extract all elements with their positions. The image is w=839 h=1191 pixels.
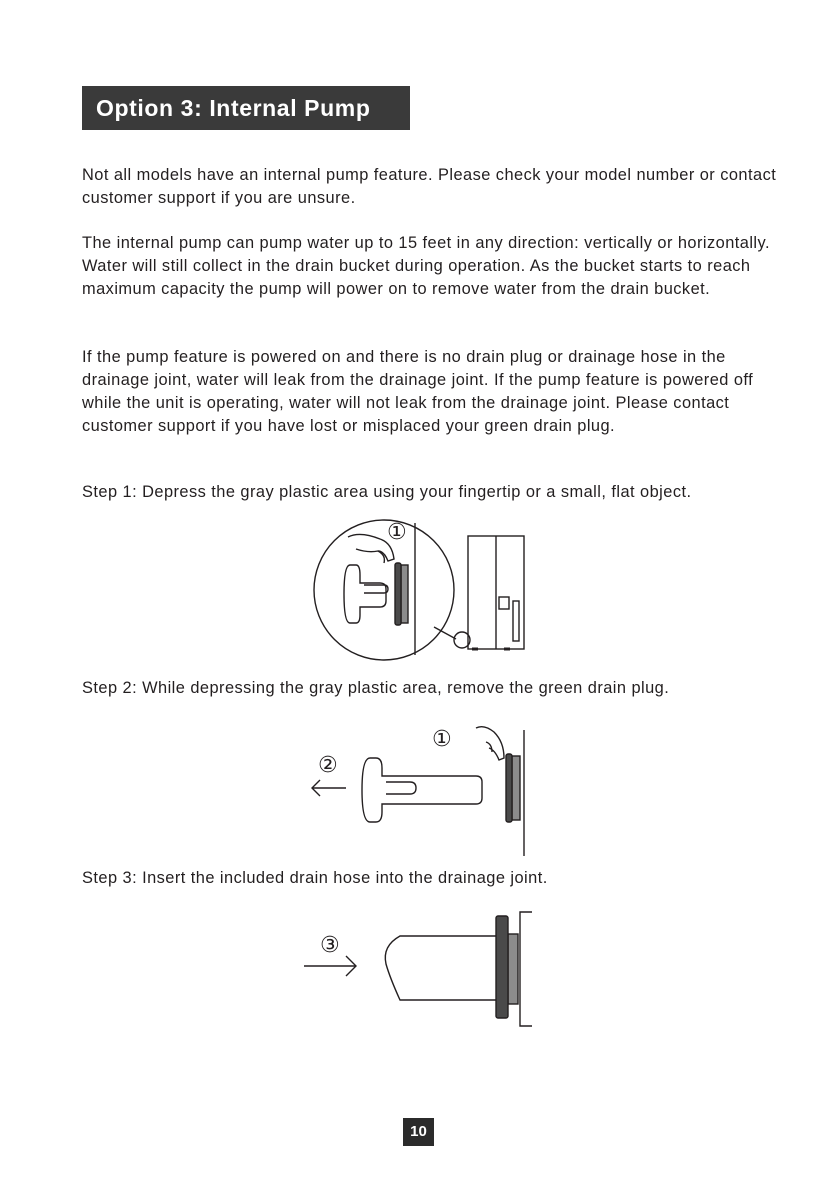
callout-3-step3: ③ <box>320 932 340 957</box>
step-2-text: Step 2: While depressing the gray plastic area, remove the green drain plug. <box>82 679 670 697</box>
step-1-illustration <box>308 515 538 665</box>
page-number: 10 <box>403 1118 434 1146</box>
paragraph-model-note: Not all models have an internal pump feature. Please check your model number or contact customer support if you are unsure. <box>82 166 777 207</box>
paragraph-leak-warning: If the pump feature is powered on and there is no drain plug or drainage hose in the drainage joint, water will leak from the drainage joint. If the pump feature is powered off while the unit is operating, water will not leak from the drainage joint. Please contact customer support if you have lost or misplaced your green drain plug. <box>82 348 754 435</box>
callout-1-step1: ① <box>387 519 407 544</box>
step-2-illustration <box>300 722 540 862</box>
callout-2-step2: ② <box>318 752 338 777</box>
paragraph-pump-capacity: The internal pump can pump water up to 15 feet in any direction: vertically or horizontally. Water will still collect in the drain bucket during operation. As the bucket starts to reach maximum capacity the pump will power on to remove water from the drain bucket. <box>82 234 770 298</box>
step-3-illustration <box>300 908 540 1033</box>
step-3-text: Step 3: Insert the included drain hose into the drainage joint. <box>82 869 548 887</box>
step-1-text: Step 1: Depress the gray plastic area using your fingertip or a small, flat object. <box>82 483 692 501</box>
callout-1-step2: ① <box>432 726 452 751</box>
section-title: Option 3: Internal Pump <box>82 86 410 130</box>
